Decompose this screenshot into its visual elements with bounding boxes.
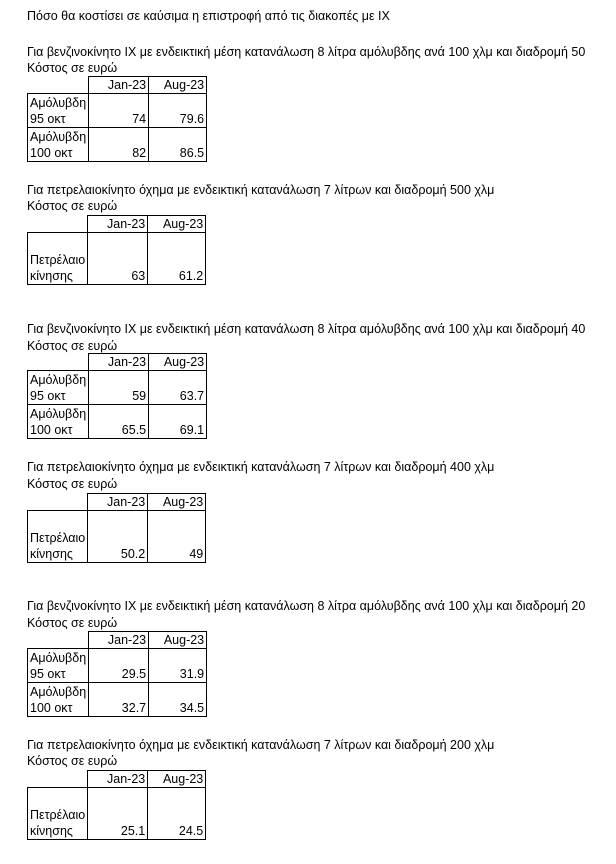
table-row	[28, 405, 207, 439]
unit-label: Κόστος σε ευρώ	[27, 754, 118, 768]
section-heading: Για πετρελαιοκίνητο όχημα με ενδεικτική κατανάλωση 7 λίτρων και διαδρομή 400 χλμ	[27, 460, 495, 474]
section-heading: Για βενζινοκίνητο ΙΧ με ενδεικτική μέση κατανάλωση 8 λίτρα αμόλυβδης ανά 100 χλμ και διαδρομή 50	[27, 45, 586, 59]
row-label-line-2: 95 οκτ	[30, 389, 66, 403]
cell-aug: 61.2	[148, 233, 206, 285]
column-header-jan: Jan-23	[89, 77, 149, 94]
row-label-line-1: Αμόλυβδη	[30, 130, 87, 144]
table-row	[28, 128, 207, 162]
row-label-line-1: Πετρέλαιο	[30, 808, 86, 822]
column-header-aug: Aug-23	[149, 354, 207, 371]
column-header-jan: Jan-23	[89, 632, 149, 649]
page-title: Πόσο θα κοστίσει σε καύσιμα η επιστροφή από τις διακοπές με ΙΧ	[27, 9, 390, 23]
row-label	[28, 649, 89, 683]
cell-jan: 32.7	[89, 683, 149, 717]
row-label-line-2: κίνησης	[30, 547, 73, 561]
cell-aug: 79.6	[149, 94, 207, 128]
row-label	[28, 128, 89, 162]
cell-jan: 50.2	[88, 511, 148, 563]
cell-jan: 25.1	[88, 788, 148, 840]
column-header-jan: Jan-23	[88, 771, 148, 788]
cell-jan: 63	[88, 233, 148, 285]
row-label-line-2: 100 οκτ	[30, 423, 73, 437]
cell-aug: 24.5	[148, 788, 206, 840]
row-label	[28, 94, 89, 128]
row-label-line-1: Αμόλυβδη	[30, 96, 87, 110]
corner-cell	[28, 632, 89, 649]
column-header-aug: Aug-23	[148, 771, 206, 788]
table-row	[28, 649, 207, 683]
unit-label: Κόστος σε ευρώ	[27, 616, 118, 630]
row-label-line-2: 100 οκτ	[30, 701, 73, 715]
row-label	[28, 371, 89, 405]
cell-jan: 59	[89, 371, 149, 405]
cell-aug: 69.1	[149, 405, 207, 439]
cell-jan: 82	[89, 128, 149, 162]
corner-cell	[28, 216, 88, 233]
row-label	[28, 405, 89, 439]
cell-jan: 74	[89, 94, 149, 128]
cost-table	[27, 353, 207, 439]
corner-cell	[28, 494, 88, 511]
row-label-line-1: Πετρέλαιο	[30, 531, 86, 545]
unit-label: Κόστος σε ευρώ	[27, 199, 118, 213]
table-row	[28, 788, 206, 840]
cost-table	[27, 493, 206, 563]
row-label-line-2: κίνησης	[30, 269, 73, 283]
corner-cell	[28, 354, 89, 371]
row-label-line-1: Αμόλυβδη	[30, 651, 87, 665]
column-header-aug: Aug-23	[148, 216, 206, 233]
table-row	[28, 511, 206, 563]
table-row	[28, 683, 207, 717]
unit-label: Κόστος σε ευρώ	[27, 61, 118, 75]
section-heading: Για βενζινοκίνητο ΙΧ με ενδεικτική μέση κατανάλωση 8 λίτρα αμόλυβδης ανά 100 χλμ και διαδρομή 20	[27, 599, 586, 613]
column-header-aug: Aug-23	[149, 77, 207, 94]
column-header-aug: Aug-23	[148, 494, 206, 511]
cell-jan: 65.5	[89, 405, 149, 439]
section-heading: Για πετρελαιοκίνητο όχημα με ενδεικτική κατανάλωση 7 λίτρων και διαδρομή 500 χλμ	[27, 183, 495, 197]
cell-aug: 86.5	[149, 128, 207, 162]
section-heading: Για πετρελαιοκίνητο όχημα με ενδεικτική κατανάλωση 7 λίτρων και διαδρομή 200 χλμ	[27, 738, 495, 752]
row-label	[28, 233, 88, 285]
cost-table	[27, 76, 207, 162]
row-label-line-1: Πετρέλαιο	[30, 253, 86, 267]
cost-table	[27, 770, 206, 840]
corner-cell	[28, 771, 88, 788]
cell-aug: 63.7	[149, 371, 207, 405]
unit-label: Κόστος σε ευρώ	[27, 477, 118, 491]
unit-label: Κόστος σε ευρώ	[27, 339, 118, 353]
cost-table	[27, 631, 207, 717]
table-row	[28, 94, 207, 128]
cell-aug: 31.9	[149, 649, 207, 683]
column-header-jan: Jan-23	[88, 494, 148, 511]
row-label-line-1: Αμόλυβδη	[30, 685, 87, 699]
column-header-jan: Jan-23	[89, 354, 149, 371]
cell-aug: 34.5	[149, 683, 207, 717]
table-row	[28, 233, 206, 285]
row-label-line-2: 100 οκτ	[30, 146, 73, 160]
cost-table	[27, 215, 206, 285]
row-label-line-2: 95 οκτ	[30, 667, 66, 681]
row-label-line-1: Αμόλυβδη	[30, 373, 87, 387]
cell-jan: 29.5	[89, 649, 149, 683]
row-label-line-1: Αμόλυβδη	[30, 407, 87, 421]
table-row	[28, 371, 207, 405]
row-label	[28, 511, 88, 563]
column-header-aug: Aug-23	[149, 632, 207, 649]
row-label-line-2: κίνησης	[30, 824, 73, 838]
section-heading: Για βενζινοκίνητο ΙΧ με ενδεικτική μέση κατανάλωση 8 λίτρα αμόλυβδης ανά 100 χλμ και διαδρομή 40	[27, 322, 586, 336]
row-label	[28, 788, 88, 840]
cell-aug: 49	[148, 511, 206, 563]
corner-cell	[28, 77, 89, 94]
row-label-line-2: 95 οκτ	[30, 112, 66, 126]
column-header-jan: Jan-23	[88, 216, 148, 233]
row-label	[28, 683, 89, 717]
